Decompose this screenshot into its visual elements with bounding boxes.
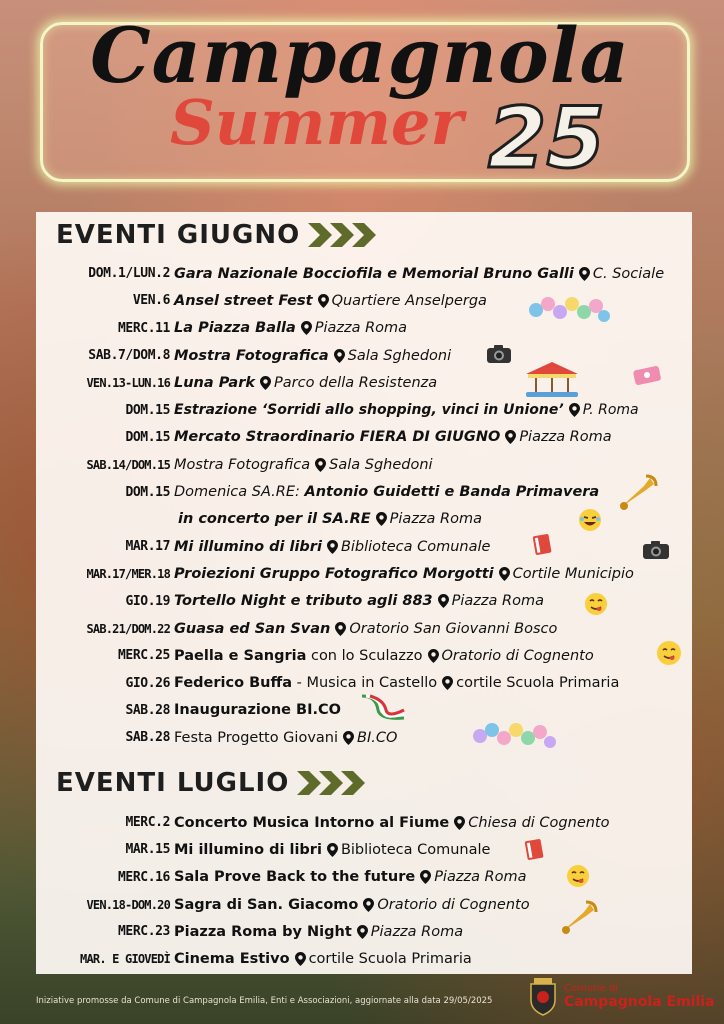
event-date: GIO.26 [125, 675, 170, 691]
map-pin-icon [569, 403, 580, 417]
chevrons-icon [308, 221, 380, 249]
list-item [36, 478, 692, 505]
event-date: SAB.7/DOM.8 [88, 348, 170, 364]
map-pin-icon [260, 376, 271, 390]
event-place: Sala Sghedoni [329, 456, 433, 473]
event-date: DOM.1/LUN.2 [88, 266, 170, 282]
list-item [36, 615, 692, 642]
trumpet-icon [616, 474, 658, 514]
yum-emoji-icon [584, 592, 608, 616]
event-name: Paella e Sangria [174, 647, 307, 664]
title-year: 25 [488, 89, 605, 187]
map-pin-icon [363, 898, 374, 912]
event-name: Sala Prove Back to the future [174, 869, 416, 886]
event-place: Piazza Roma [451, 593, 544, 610]
event-name: in concerto per il SA.RE [178, 511, 371, 528]
comune-small-label: Comune di [564, 983, 618, 995]
event-suffix: - Musica in Castello [296, 675, 438, 692]
map-pin-icon [327, 843, 338, 857]
event-place: Chiesa di Cognento [468, 814, 610, 831]
event-date: SAB.28 [125, 702, 170, 718]
map-pin-icon [505, 430, 516, 444]
event-place: Piazza Roma [370, 923, 464, 940]
list-item [36, 809, 692, 836]
event-place: cortile Scuola Primaria [308, 951, 472, 968]
event-date: MAR.15 [125, 842, 170, 858]
event-place: Cortile Municipio [512, 565, 634, 582]
list-item [36, 396, 692, 423]
list-item [36, 836, 692, 863]
balloons-icon [472, 720, 558, 752]
balloons-icon [528, 292, 612, 328]
map-pin-icon [334, 349, 345, 363]
list-item [36, 864, 692, 891]
laughing-emoji-icon [578, 508, 602, 532]
list-item [36, 424, 692, 451]
trumpet-icon [558, 900, 598, 938]
town-crest-icon [528, 978, 558, 1016]
camera-icon [642, 540, 670, 560]
camera-icon [486, 344, 512, 364]
event-suffix: con lo Sculazzo [310, 647, 423, 664]
map-pin-icon [579, 267, 590, 281]
july-list [36, 809, 692, 973]
event-date: DOM.15 [125, 402, 170, 418]
event-place: Oratorio di Cognento [377, 896, 530, 913]
map-pin-icon [438, 594, 449, 608]
event-date: SAB.21/DOM.22 [86, 621, 170, 636]
event-name: Sagra di San. Giacomo [174, 896, 359, 913]
map-pin-icon [335, 622, 346, 636]
event-name: Ansel street Fest [174, 292, 313, 309]
footer-note: Iniziative promosse da Comune di Campagnola Emilia, Enti e Associazioni, aggiornate alla data 29/05/2025 [36, 996, 493, 1006]
event-name: Estrazione ‘Sorridi allo shopping, vinci in Unione’ [174, 402, 564, 419]
heading-july [56, 768, 369, 798]
event-name: Mostra Fotografica [174, 456, 311, 473]
event-place: Oratorio di Cognento [441, 647, 594, 664]
event-place: C. Sociale [592, 265, 665, 282]
list-item [36, 945, 692, 972]
event-place: Piazza Roma [314, 320, 408, 337]
event-name: Gara Nazionale Bocciofila e Memorial Bruno Galli [174, 265, 574, 282]
event-name: Cinema Estivo [174, 951, 290, 968]
event-name: Inaugurazione BI.CO [174, 702, 341, 719]
title-campagnola: Campagnola [90, 11, 630, 100]
events-panel [36, 212, 692, 974]
map-pin-icon [301, 321, 312, 335]
list-item [36, 533, 692, 560]
title-summer: Summer [170, 86, 464, 159]
list-item [36, 451, 692, 478]
list-item [36, 642, 692, 669]
event-date: MERC.11 [118, 320, 170, 336]
map-pin-icon [442, 676, 453, 690]
map-pin-icon [327, 540, 338, 554]
event-date: VEN.6 [132, 293, 170, 309]
event-date: GIO.19 [125, 593, 170, 609]
event-place: Biblioteca Comunale [340, 841, 491, 858]
map-pin-icon [343, 731, 354, 745]
event-date: SAB.28 [125, 730, 170, 746]
event-date: MAR. E GIOVEDÌ [80, 952, 170, 967]
event-name: Mi illumino di libri [174, 841, 322, 858]
carousel-icon [524, 360, 580, 398]
book-icon [532, 532, 552, 556]
event-name: Federico Buffa [174, 675, 292, 692]
event-place: Oratorio San Giovanni Bosco [349, 620, 558, 637]
ticket-icon [632, 364, 662, 386]
event-place: Piazza Roma [389, 511, 482, 528]
event-date: VEN.18-DOM.20 [86, 897, 170, 912]
map-pin-icon [428, 649, 439, 663]
event-name: Piazza Roma by Night [174, 923, 352, 940]
event-date: DOM.15 [125, 484, 170, 500]
map-pin-icon [499, 567, 510, 581]
map-pin-icon [357, 925, 368, 939]
event-date: MERC.23 [118, 924, 170, 940]
event-name: Luna Park [174, 374, 255, 391]
italian-ribbon-icon [356, 692, 408, 724]
event-date: MERC.16 [118, 869, 170, 885]
event-place: BI.CO [357, 729, 398, 746]
chevrons-icon [297, 769, 369, 797]
map-pin-icon [315, 458, 326, 472]
map-pin-icon [376, 512, 387, 526]
map-pin-icon [454, 816, 465, 830]
june-list [36, 260, 692, 751]
heading-june [56, 220, 380, 250]
event-date: DOM.15 [125, 429, 170, 445]
map-pin-icon [420, 870, 431, 884]
comune-name: Campagnola Emilia [564, 993, 715, 1010]
list-item [36, 369, 692, 396]
heading-june-label: EVENTI GIUGNO [56, 220, 301, 250]
event-date: MERC.25 [118, 648, 170, 664]
event-name: Proiezioni Gruppo Fotografico Morgotti [174, 565, 494, 582]
event-name: Mi illumino di libri [174, 538, 322, 555]
comune-logo [528, 978, 715, 1016]
event-place: Biblioteca Comunale [340, 538, 491, 555]
list-item [36, 724, 692, 751]
event-place: Parco della Resistenza [274, 374, 438, 391]
event-prefix: Domenica SA.RE: [174, 484, 300, 501]
event-name: Concerto Musica Intorno al Fiume [174, 814, 450, 831]
map-pin-icon [295, 952, 306, 966]
event-name: Mercato Straordinario FIERA DI GIUGNO [174, 429, 501, 446]
heading-july-label: EVENTI LUGLIO [56, 768, 290, 798]
yum-emoji-icon [656, 640, 682, 666]
event-place: cortile Scuola Primaria [456, 675, 620, 692]
event-date: VEN.13-LUN.16 [86, 375, 170, 390]
event-name: Guasa ed San Svan [174, 620, 331, 637]
event-name: Tortello Night e tributo agli 883 [174, 593, 433, 610]
event-date: MERC.2 [125, 815, 170, 831]
list-item [36, 342, 692, 369]
event-date: MAR.17 [125, 539, 170, 555]
yum-emoji-icon [566, 864, 590, 888]
map-pin-icon [318, 294, 329, 308]
event-name: La Piazza Balla [174, 320, 296, 337]
event-place: Quartiere Anselperga [331, 292, 487, 309]
event-place: Sala Sghedoni [347, 347, 452, 364]
event-name: Antonio Guidetti e Banda Primavera [304, 484, 600, 501]
book-icon [524, 837, 544, 861]
event-name: Mostra Fotografica [174, 347, 329, 364]
event-date: MAR.17/MER.18 [86, 566, 170, 581]
event-name: Festa Progetto Giovani [174, 729, 339, 746]
list-item [36, 560, 692, 587]
event-place: P. Roma [582, 402, 639, 419]
event-place: Piazza Roma [434, 869, 527, 886]
list-item [36, 260, 692, 287]
event-date: SAB.14/DOM.15 [86, 457, 170, 472]
event-place: Piazza Roma [519, 429, 612, 446]
